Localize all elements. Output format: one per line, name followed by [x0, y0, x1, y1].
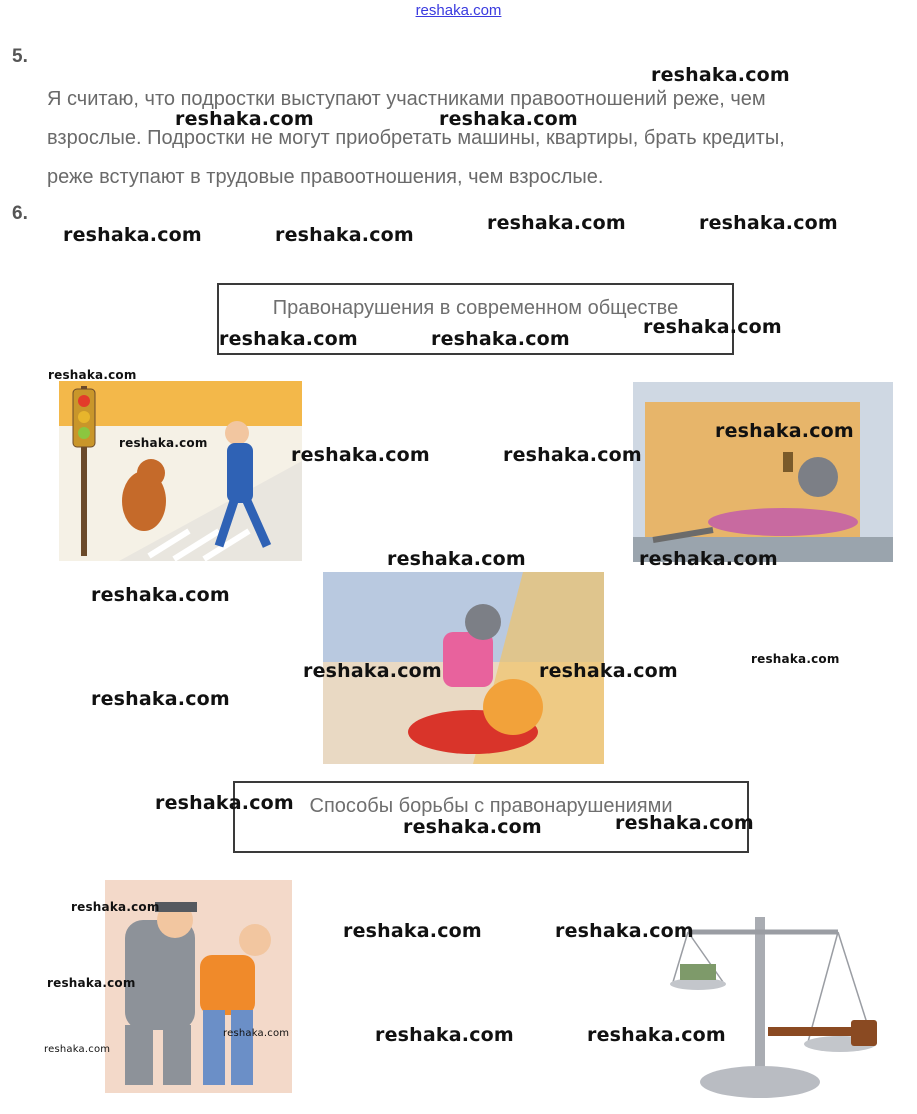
watermark: reshaka.com [639, 548, 778, 570]
watermark: reshaka.com [48, 368, 137, 382]
offenses-title: Правонарушения в современном обществе [272, 297, 679, 319]
watermark: reshaka.com [375, 1024, 514, 1046]
watermark: reshaka.com [291, 444, 430, 466]
answer-line: реже вступают в трудовые правоотношения, чем взрослые. [47, 166, 604, 188]
watermark: reshaka.com [487, 212, 626, 234]
watermark: reshaka.com [223, 1028, 290, 1039]
watermark: reshaka.com [63, 224, 202, 246]
watermark: reshaka.com [175, 108, 314, 130]
watermark: reshaka.com [715, 420, 854, 442]
watermark: reshaka.com [47, 976, 136, 990]
watermark: reshaka.com [555, 920, 694, 942]
watermark: reshaka.com [155, 792, 294, 814]
watermark: reshaka.com [71, 900, 160, 914]
watermark: reshaka.com [615, 812, 754, 834]
answer-line: Я считаю, что подростки выступают участниками правоотношений реже, чем [47, 88, 766, 110]
watermark: reshaka.com [219, 328, 358, 350]
answer-line: взрослые. Подростки не могут приобретать машины, квартиры, брать кредиты, [47, 127, 785, 149]
watermark: reshaka.com [275, 224, 414, 246]
watermark: reshaka.com [651, 64, 790, 86]
watermark: reshaka.com [431, 328, 570, 350]
watermark: reshaka.com [439, 108, 578, 130]
watermark: reshaka.com [91, 584, 230, 606]
task-5-answer [47, 80, 907, 197]
site-link[interactable]: reshaka.com [415, 2, 502, 19]
watermark: reshaka.com [119, 436, 208, 450]
watermark: reshaka.com [303, 660, 442, 682]
watermark: reshaka.com [343, 920, 482, 942]
watermark: reshaka.com [539, 660, 678, 682]
task-5-number: 5. [12, 46, 28, 67]
watermark: reshaka.com [587, 1024, 726, 1046]
watermark: reshaka.com [699, 212, 838, 234]
watermark: reshaka.com [751, 652, 840, 666]
watermark: reshaka.com [387, 548, 526, 570]
watermark: reshaka.com [503, 444, 642, 466]
watermark: reshaka.com [44, 1044, 111, 1055]
watermark: reshaka.com [91, 688, 230, 710]
task-6-number: 6. [12, 203, 28, 224]
scales-of-justice-picture [668, 912, 912, 1104]
watermark: reshaka.com [643, 316, 782, 338]
fight-offenses-title: Способы борьбы с правонарушениями [309, 795, 673, 817]
traffic-light-jaywalking-picture [59, 381, 302, 561]
wolf-lying-by-wall-picture [633, 382, 893, 562]
watermark: reshaka.com [403, 816, 542, 838]
